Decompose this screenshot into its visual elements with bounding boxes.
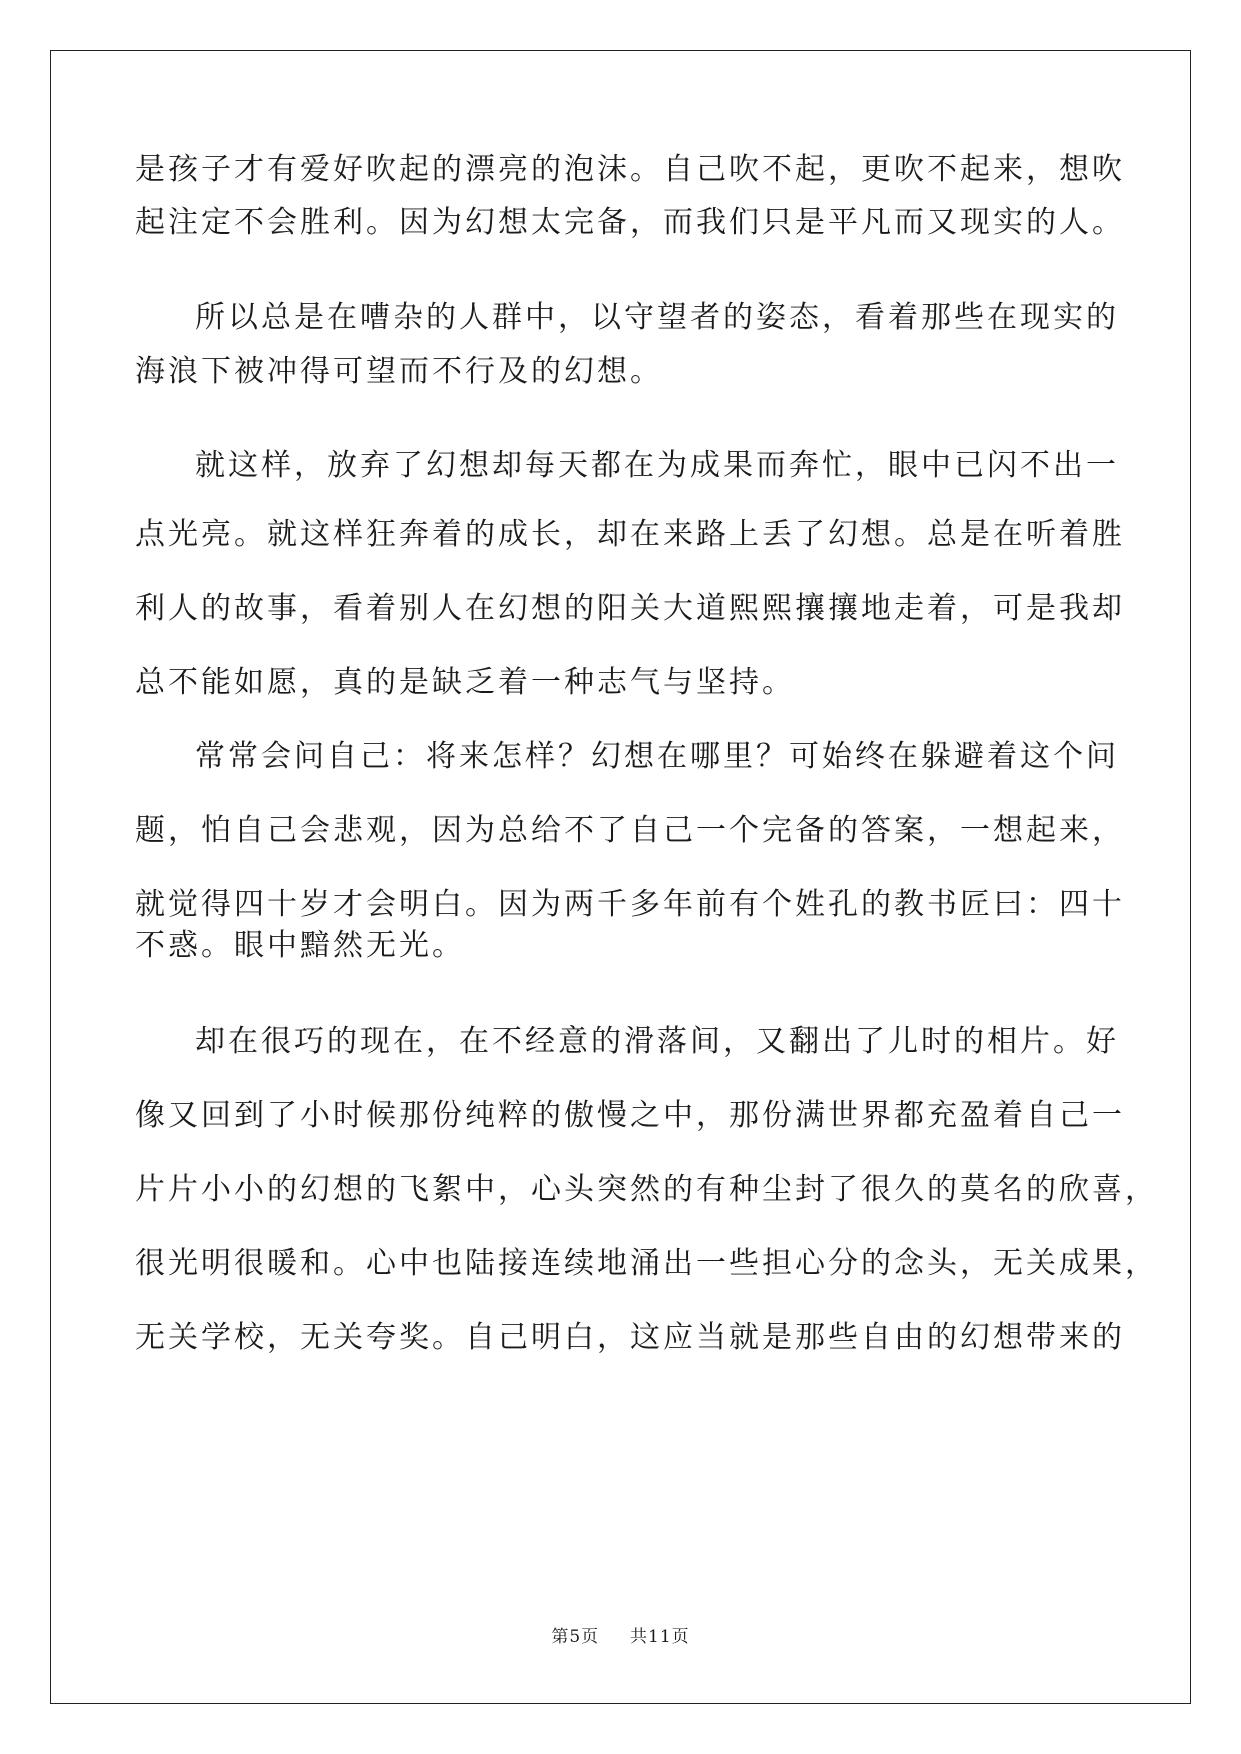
text-line: 海浪下被冲得可望而不行及的幻想。 bbox=[135, 354, 663, 389]
text-line: 所以总是在嘈杂的人群中，以守望者的姿态，看着那些在现实的 bbox=[195, 300, 1119, 335]
text-line: 就觉得四十岁才会明白。因为两千多年前有个姓孔的教书匠曰：四十 bbox=[135, 887, 1125, 922]
text-line: 不惑。眼中黯然无光。 bbox=[135, 928, 465, 963]
page-number: 第5页 bbox=[551, 1627, 600, 1647]
text-line: 总不能如愿，真的是缺乏着一种志气与坚持。 bbox=[135, 665, 795, 700]
text-line: 很光明很暖和。心中也陆接连续地涌出一些担心分的念头，无关成果， bbox=[135, 1246, 1158, 1281]
text-line: 像又回到了小时候那份纯粹的傲慢之中，那份满世界都充盈着自己一 bbox=[135, 1098, 1125, 1133]
text-line: 起注定不会胜利。因为幻想太完备，而我们只是平凡而又现实的人。 bbox=[135, 205, 1125, 240]
text-line: 常常会问自己：将来怎样？幻想在哪里？可始终在躲避着这个问 bbox=[195, 739, 1119, 774]
page-footer bbox=[0, 1622, 1241, 1647]
text-line: 题，怕自己会悲观，因为总给不了自己一个完备的答案，一想起来， bbox=[135, 813, 1125, 848]
text-line: 利人的故事，看着别人在幻想的阳关大道熙熙攘攘地走着，可是我却 bbox=[135, 591, 1125, 626]
text-line: 无关学校，无关夸奖。自己明白，这应当就是那些自由的幻想带来的 bbox=[135, 1320, 1125, 1355]
text-line: 就这样，放弃了幻想却每天都在为成果而奔忙，眼中已闪不出一 bbox=[195, 448, 1119, 483]
text-line: 片片小小的幻想的飞絮中，心头突然的有种尘封了很久的莫名的欣喜， bbox=[135, 1172, 1158, 1207]
text-line: 却在很巧的现在，在不经意的滑落间，又翻出了儿时的相片。好 bbox=[195, 1024, 1119, 1059]
page-total: 共11页 bbox=[630, 1627, 690, 1647]
text-line: 是孩子才有爱好吹起的漂亮的泡沫。自己吹不起，更吹不起来，想吹 bbox=[135, 152, 1125, 187]
text-line: 点光亮。就这样狂奔着的成长，却在来路上丢了幻想。总是在听着胜 bbox=[135, 517, 1125, 552]
